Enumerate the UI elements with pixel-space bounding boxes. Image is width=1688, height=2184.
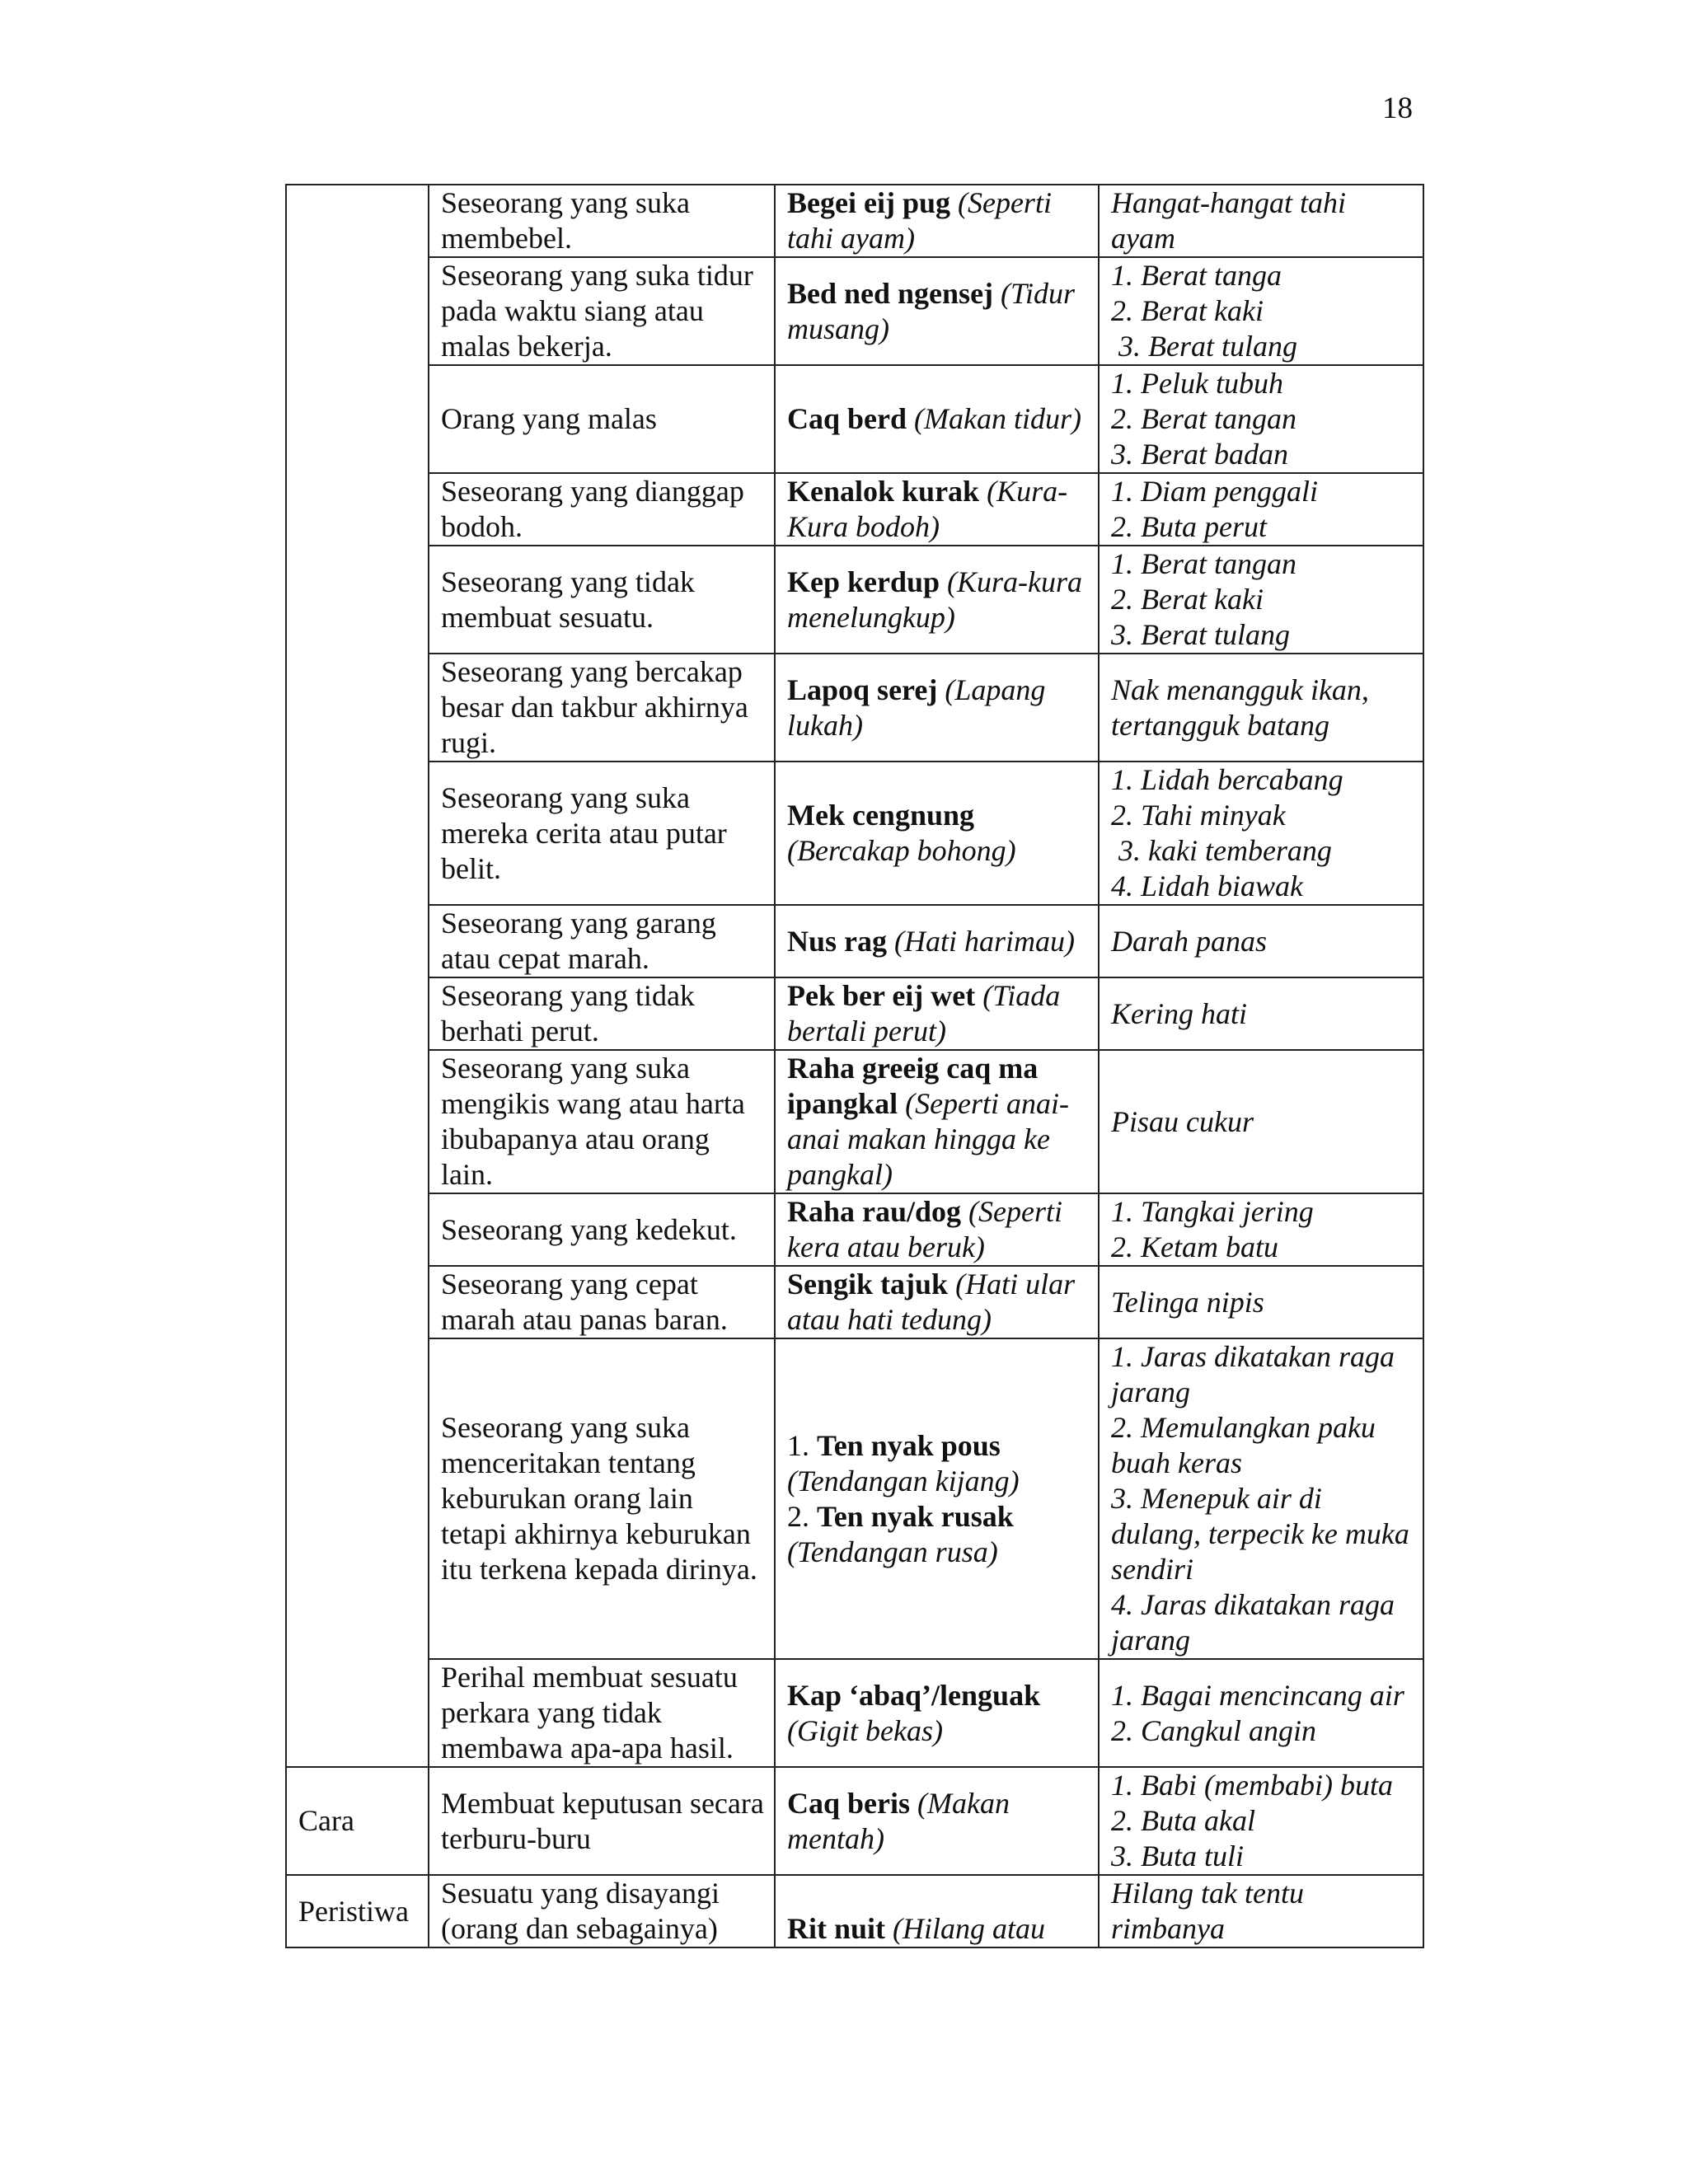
- equivalent-item: 2. Cangkul angin: [1111, 1713, 1316, 1747]
- category-cell: [286, 905, 429, 977]
- equivalent-item: 3. kaki temberang: [1111, 834, 1332, 867]
- term-local: Ten nyak rusak: [817, 1499, 1014, 1533]
- term-cell: [775, 546, 1099, 654]
- equivalent-item: 1. Diam penggali: [1111, 475, 1318, 508]
- term-translation: (Kura-kura menelungkup): [787, 565, 1083, 634]
- category-cell: [286, 365, 429, 473]
- category-cell: [286, 1193, 429, 1266]
- term-local: Kep kerdup: [787, 565, 940, 598]
- equivalent-item: 3. Berat tulang: [1111, 330, 1297, 363]
- term-local: Pek ber eij wet: [787, 979, 976, 1012]
- equivalent-item: 2. Memulangkan paku buah keras: [1111, 1411, 1383, 1479]
- meaning-cell: Membuat keputusan secara terburu-buru: [429, 1767, 775, 1875]
- equivalent-cell: [1099, 1767, 1423, 1875]
- table-row: [286, 185, 1423, 257]
- term-translation: (Gigit bekas): [787, 1713, 943, 1747]
- equivalent-item: 4. Jaras dikatakan raga jarang: [1111, 1588, 1402, 1657]
- category-cell: [286, 546, 429, 654]
- equivalent-cell: [1099, 654, 1423, 762]
- category-cell: [286, 654, 429, 762]
- table-row: [286, 1266, 1423, 1338]
- term-cell: [775, 185, 1099, 257]
- table-row: [286, 546, 1423, 654]
- category-cell: [286, 1659, 429, 1767]
- table-row: [286, 1875, 1423, 1947]
- term-translation: (Seperti tahi ayam): [787, 186, 1052, 255]
- term-local: Lapoq serej: [787, 673, 938, 706]
- equivalent-item: 2. Berat kaki: [1111, 583, 1264, 616]
- equivalent-cell: [1099, 905, 1423, 977]
- category-cell: [286, 473, 429, 546]
- meaning-cell: Seseorang yang cepat marah atau panas baran.: [429, 1266, 775, 1338]
- term-cell: [775, 1659, 1099, 1767]
- equivalent-item: Pisau cukur: [1111, 1104, 1254, 1138]
- equivalent-item: 2. Buta perut: [1111, 510, 1267, 543]
- category-cell: [286, 185, 429, 257]
- meaning-cell: Seseorang yang suka mereka cerita atau putar belit.: [429, 762, 775, 905]
- term-translation: (Kura-Kura bodoh): [787, 475, 1068, 543]
- term-cell: [775, 1193, 1099, 1266]
- meaning-cell: Seseorang yang tidak berhati perut.: [429, 977, 775, 1050]
- category-cell: Peristiwa: [286, 1875, 429, 1947]
- equivalent-item: 1. Bagai mencincang air: [1111, 1678, 1404, 1712]
- term-line: [787, 1267, 1090, 1338]
- table-row: [286, 1767, 1423, 1875]
- equivalent-item: Darah panas: [1111, 924, 1268, 958]
- category-cell: Cara: [286, 1767, 429, 1875]
- meaning-cell: Seseorang yang kedekut.: [429, 1193, 775, 1266]
- term-line: [787, 673, 1090, 743]
- meaning-cell: Seseorang yang suka mengikis wang atau harta ibubapanya atau orang lain.: [429, 1050, 775, 1193]
- equivalent-item: Nak menangguk ikan, tertangguk batang: [1111, 673, 1376, 742]
- table-row: [286, 1338, 1423, 1659]
- equivalent-cell: [1099, 546, 1423, 654]
- term-line: [787, 978, 1090, 1049]
- table-row: [286, 1050, 1423, 1193]
- table-body: [286, 185, 1423, 1947]
- term-translation: (Bercakap bohong): [787, 834, 1016, 867]
- term-line: [787, 1428, 1090, 1499]
- term-cell: [775, 257, 1099, 365]
- meaning-cell: Seseorang yang bercakap besar dan takbur akhirnya rugi.: [429, 654, 775, 762]
- term-cell: [775, 905, 1099, 977]
- term-line: [787, 565, 1090, 635]
- equivalent-cell: [1099, 1193, 1423, 1266]
- equivalent-item: 2. Berat kaki: [1111, 294, 1264, 327]
- meaning-cell: Perihal membuat sesuatu perkara yang tidak membawa apa-apa hasil.: [429, 1659, 775, 1767]
- term-number: 2.: [787, 1499, 817, 1533]
- meaning-cell: Seseorang yang garang atau cepat marah.: [429, 905, 775, 977]
- term-translation: (Tendangan rusa): [787, 1535, 998, 1568]
- table-row: [286, 762, 1423, 905]
- category-cell: [286, 1338, 429, 1659]
- term-translation: (Tiada bertali perut): [787, 979, 1061, 1047]
- category-cell: [286, 1050, 429, 1193]
- equivalent-item: 2. Berat tangan: [1111, 402, 1296, 435]
- term-translation: (Hilang atau: [893, 1912, 1046, 1945]
- term-cell: [775, 1767, 1099, 1875]
- table-row: [286, 257, 1423, 365]
- term-line: [787, 185, 1090, 256]
- equivalent-item: 1. Babi (membabi) buta: [1111, 1769, 1393, 1802]
- equivalent-cell: [1099, 185, 1423, 257]
- equivalent-item: Hangat-hangat tahi ayam: [1111, 186, 1353, 255]
- term-translation: (Lapang lukah): [787, 673, 1046, 742]
- category-cell: [286, 977, 429, 1050]
- term-local: Kap ‘abaq’/lenguak: [787, 1678, 1041, 1712]
- table-row: [286, 977, 1423, 1050]
- equivalent-cell: [1099, 365, 1423, 473]
- equivalent-item: 1. Jaras dikatakan raga jarang: [1111, 1340, 1402, 1408]
- equivalent-item: 2. Ketam batu: [1111, 1230, 1278, 1263]
- term-local: Bed ned ngensej: [787, 276, 994, 310]
- equivalent-cell: [1099, 257, 1423, 365]
- term-cell: [775, 1266, 1099, 1338]
- equivalent-cell: [1099, 1050, 1423, 1193]
- equivalent-cell: [1099, 1266, 1423, 1338]
- term-cell: [775, 977, 1099, 1050]
- page-number: 18: [1382, 91, 1413, 125]
- meaning-cell: Sesuatu yang disayangi (orang dan sebagainya): [429, 1875, 775, 1947]
- category-cell: [286, 762, 429, 905]
- equivalent-item: 1. Peluk tubuh: [1111, 367, 1283, 400]
- equivalent-item: 3. Berat tulang: [1111, 618, 1290, 651]
- equivalent-item: Kering hati: [1111, 996, 1248, 1030]
- term-local: Raha greeig caq ma ipangkal: [787, 1052, 1039, 1120]
- equivalent-cell: [1099, 1338, 1423, 1659]
- term-line: [787, 1499, 1090, 1570]
- table-row: [286, 1659, 1423, 1767]
- equivalent-item: 1. Lidah bercabang: [1111, 763, 1343, 796]
- equivalent-item: 4. Lidah biawak: [1111, 869, 1304, 902]
- term-cell: [775, 762, 1099, 905]
- equivalent-item: Hilang tak tentu rimbanya: [1111, 1877, 1311, 1945]
- term-translation: (Tendangan kijang): [787, 1464, 1020, 1497]
- term-line: [787, 1051, 1090, 1193]
- term-translation: (Seperti anai-anai makan hingga ke pangkal): [787, 1087, 1070, 1191]
- meaning-cell: Seseorang yang suka membebel.: [429, 185, 775, 257]
- term-local: Sengik tajuk: [787, 1268, 949, 1301]
- term-local: Nus rag: [787, 924, 888, 958]
- meaning-cell: Seseorang yang suka tidur pada waktu siang atau malas bekerja.: [429, 257, 775, 365]
- table-row: [286, 1193, 1423, 1266]
- term-cell: [775, 365, 1099, 473]
- term-line: [787, 1678, 1090, 1749]
- meaning-cell: Seseorang yang suka menceritakan tentang keburukan orang lain tetapi akhirnya keburukan itu terkena kepada dirinya.: [429, 1338, 775, 1659]
- term-cell: [775, 1050, 1099, 1193]
- table-row: [286, 905, 1423, 977]
- term-number: 1.: [787, 1428, 817, 1462]
- term-line: [787, 474, 1090, 545]
- equivalent-cell: [1099, 473, 1423, 546]
- table-row: [286, 473, 1423, 546]
- term-local: Kenalok kurak: [787, 475, 980, 508]
- table-row: [286, 654, 1423, 762]
- term-cell: [775, 1875, 1099, 1947]
- equivalent-item: 3. Berat badan: [1111, 438, 1288, 471]
- term-line: [787, 276, 1090, 347]
- term-line: [787, 924, 1090, 959]
- equivalent-cell: [1099, 762, 1423, 905]
- term-local: Raha rau/dog: [787, 1195, 962, 1228]
- term-cell: [775, 473, 1099, 546]
- term-local: Caq berd: [787, 402, 907, 435]
- term-translation: (Makan tidur): [914, 402, 1081, 435]
- equivalent-cell: [1099, 1659, 1423, 1767]
- term-cell: [775, 1338, 1099, 1659]
- term-local: Rit nuit: [787, 1912, 886, 1945]
- term-local: Caq beris: [787, 1786, 911, 1820]
- category-cell: [286, 1266, 429, 1338]
- term-line: [787, 401, 1090, 437]
- term-local: Begei eij pug: [787, 186, 950, 219]
- term-translation: (Seperti kera atau beruk): [787, 1195, 1063, 1263]
- equivalent-item: 1. Tangkai jering: [1111, 1195, 1314, 1228]
- equivalent-cell: [1099, 977, 1423, 1050]
- term-line: [787, 1786, 1090, 1857]
- meaning-cell: Orang yang malas: [429, 365, 775, 473]
- idiom-table: [285, 184, 1424, 1948]
- meaning-cell: Seseorang yang dianggap bodoh.: [429, 473, 775, 546]
- term-line: [787, 798, 1090, 869]
- term-translation: (Hati ular atau hati tedung): [787, 1268, 1076, 1336]
- equivalent-item: 1. Berat tanga: [1111, 259, 1282, 292]
- term-translation: (Hati harimau): [894, 924, 1076, 958]
- equivalent-item: 3. Menepuk air di dulang, terpecik ke muka sendiri: [1111, 1482, 1417, 1586]
- term-translation: (Makan mentah): [787, 1786, 1010, 1855]
- equivalent-item: Telinga nipis: [1111, 1285, 1264, 1319]
- term-cell: [775, 654, 1099, 762]
- term-local: Ten nyak pous: [817, 1428, 1001, 1462]
- term-translation: (Tidur musang): [787, 276, 1076, 345]
- term-line: [787, 1194, 1090, 1265]
- equivalent-cell: [1099, 1875, 1423, 1947]
- equivalent-item: 2. Tahi minyak: [1111, 799, 1286, 832]
- equivalent-item: 1. Berat tangan: [1111, 547, 1296, 580]
- table-row: [286, 365, 1423, 473]
- term-line: [787, 1911, 1090, 1947]
- equivalent-item: 2. Buta akal: [1111, 1804, 1255, 1837]
- meaning-cell: Seseorang yang tidak membuat sesuatu.: [429, 546, 775, 654]
- term-local: Mek cengnung: [787, 799, 975, 832]
- category-cell: [286, 257, 429, 365]
- equivalent-item: 3. Buta tuli: [1111, 1840, 1244, 1872]
